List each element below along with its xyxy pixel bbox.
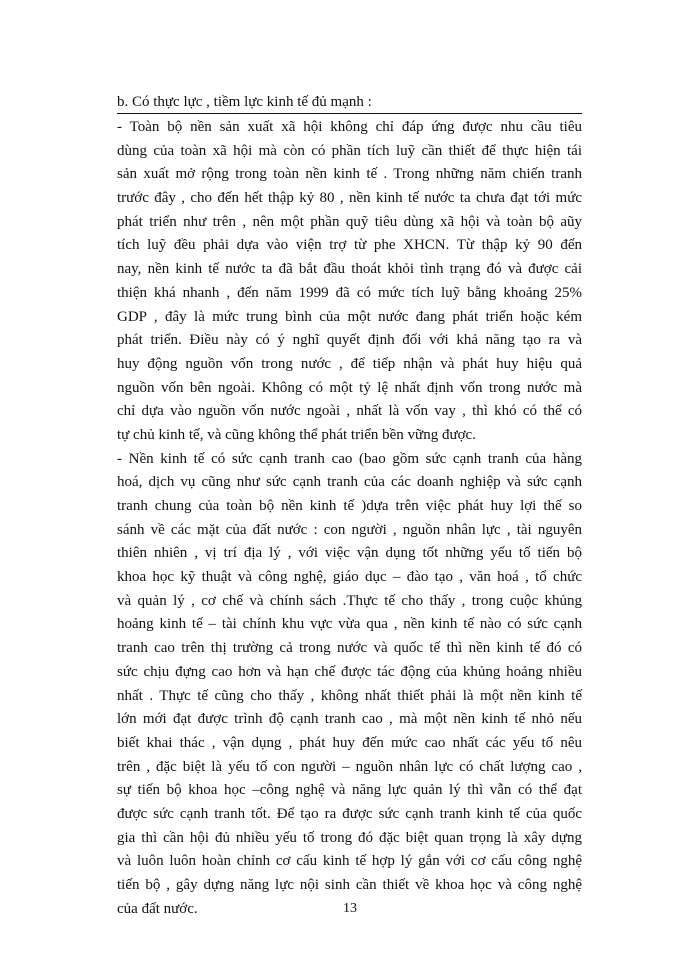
text-line: của đất nước. [117,900,198,917]
text-line: sự tiến bộ khoa học –công nghệ và năng lực quản lý thì vẫn có thể đạt [117,782,582,799]
text-line: tiến bộ , gây dựng năng lực nội sinh cần thiết về khoa học và công nghệ [117,877,582,893]
text-line: sánh về các mặt của đất nước : con người , nguồn nhân lực , tài nguyên [117,521,582,538]
text-line: tranh chung của toàn bộ nền kinh tế )dựa trên việc phát huy lợi thế so [117,498,582,514]
text-line: hoảng kinh tế – tài chính khu vực vừa qua , nền kinh tế nào có sức cạnh [117,616,582,633]
text-line: GDP , đây là mức trung bình của một nước đang phát triển hoặc kém [117,308,582,325]
text-line: huy động nguồn vốn trong nước , để tiếp nhận và phát huy hiệu quả [117,355,582,372]
text-line: trên , đặc biệt là yếu tố con người – nguồn nhân lực có chất lượng cao , [117,758,582,775]
text-line: được sức cạnh tranh tốt. Để tạo ra được sức cạnh tranh kinh tế của quốc [117,805,582,822]
section-heading: b. Có thực lực , tiềm lực kinh tế đủ mạnh : [117,92,582,114]
text-line: biết khai thác , vận dụng , phát huy đến mức cao nhất các yếu tố nêu [117,734,582,751]
text-line: - Nền kinh tế có sức cạnh tranh cao (bao gồm sức cạnh tranh của hàng [117,450,582,467]
text-line: nay, nền kinh tế nước ta đã bắt đầu thoát khỏi tình trạng đó và được cải [117,261,582,278]
text-line: và luôn luôn hoàn chỉnh cơ cấu kinh tế hợp lý gắn với cơ cấu công nghệ [117,853,582,870]
text-line: sức chịu đựng cao hơn và hạn chế được tác động của khủng hoảng nhiều [117,663,582,680]
page-number: 13 [343,901,357,916]
text-line: sản xuất mở rộng trong toàn nền kinh tế . Trong những năm chiến tranh [117,166,582,183]
text-line: và quản lý , cơ chế và chính sách .Thực tế cho thấy , trong cuộc khủng [117,592,582,609]
body-text [117,116,582,921]
text-line: thiên nhiên , vị trí địa lý , với việc vận dụng tốt những yếu tố tiến bộ [117,545,582,562]
text-line: nhất . Thực tế cũng cho thấy , không nhất thiết phải là một nền kinh tế [117,687,582,704]
text-line: tự chủ kinh tế, và cũng không thể phát triển bền vững được. [117,426,476,443]
text-line: thiện khá nhanh , đến năm 1999 đã có mức tích luỹ bằng khoảng 25% [117,284,582,301]
text-line: lớn mới đạt được trình độ cạnh tranh cao , mà một nền kinh tế nhỏ nếu [117,711,582,728]
text-line: gia thì cần hội đủ nhiều yếu tố trong đó đặc biệt quan trọng là xây dựng [117,829,582,846]
text-line: trước đây , cho đến hết thập kỷ 80 , nền kinh tế nước ta chưa đạt tới mức [117,190,582,207]
text-line: dùng của toàn xã hội mà còn có phần tích luỹ cần thiết để thực hiện tái [117,142,582,159]
text-line: chỉ dựa vào nguồn vốn nước ngoài , nhất là vốn vay , thì khó có thể có [117,403,582,420]
text-line: nguồn vốn bên ngoài. Không có một tỷ lệ nhất định vốn trong nước mà [117,379,582,396]
text-line: khoa học kỹ thuật và công nghệ, giáo dục – đào tạo , văn hoá , tổ chức [117,569,582,586]
text-line: phát triển. Điều này có ý nghĩ quyết định đối với khả năng tạo ra và [117,332,582,349]
text-line: phát triển như trên , nên một phần quỹ tiêu dùng xã hội và toàn bộ aũy [117,213,582,230]
text-line: tích luỹ đều phải dựa vào viện trợ từ phe XHCN. Từ thập kỷ 90 đến [117,237,582,254]
text-line: - Toàn bộ nền sản xuất xã hội không chỉ đáp ứng được nhu cầu tiêu [117,119,582,135]
text-line: tranh cao trên thị trường cả trong nước và quốc tế thì nền kinh tế đó có [117,640,582,657]
text-line: hoá, dịch vụ cũng như sức cạnh tranh của các doanh nghiệp và sức cạnh [117,474,582,491]
